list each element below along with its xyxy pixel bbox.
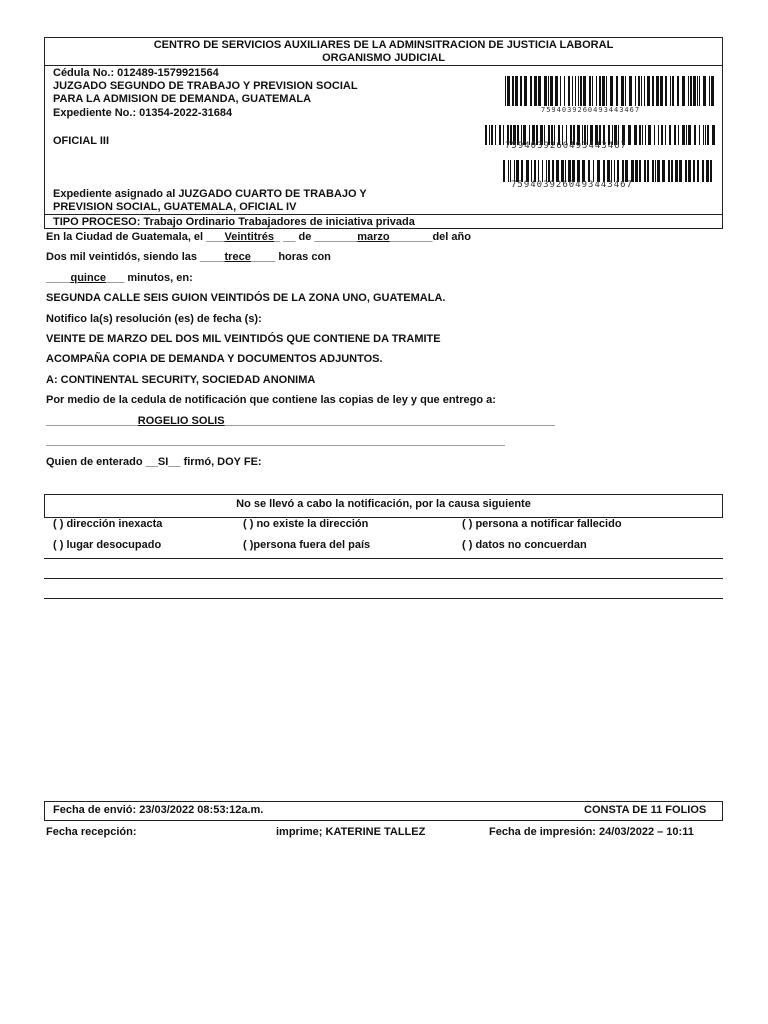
- fecha-recepcion: Fecha recepción:: [46, 826, 137, 838]
- expediente-number: Expediente No.: 01354-2022-31684: [53, 107, 233, 119]
- destinatario: A: CONTINENTAL SECURITY, SOCIEDAD ANONIMA: [46, 374, 316, 386]
- rule-3: [44, 598, 723, 599]
- asignado-line-1: Expediente asignado al JUZGADO CUARTO DE TRABAJO Y: [53, 188, 367, 200]
- enterado-a: Quien de enterado __: [46, 456, 158, 468]
- line-fecha: [46, 230, 471, 244]
- opcion-no-existe-direccion[interactable]: ( ) no existe la dirección: [243, 518, 369, 530]
- barcode-3-number: 7594039260493443467: [511, 180, 633, 190]
- line-fecha-c: _______del año: [389, 231, 471, 243]
- blank-line: ___________________________________________________________________________: [46, 435, 505, 447]
- line-fecha-b: _ __ de _______: [274, 231, 358, 243]
- mes-value: marzo: [357, 231, 390, 243]
- header-title: CENTRO DE SERVICIOS AUXILIARES DE LA ADMINSITRACION DE JUSTICIA LABORAL: [153, 39, 614, 51]
- fecha-impresion: Fecha de impresión: 24/03/2022 – 10:11: [489, 826, 694, 838]
- rule-1: [44, 558, 723, 559]
- folios: CONSTA DE 11 FOLIOS: [584, 804, 707, 816]
- oficial-label: OFICIAL III: [53, 135, 110, 147]
- acompana: ACOMPAÑA COPIA DE DEMANDA Y DOCUMENTOS ADJUNTOS.: [46, 353, 383, 365]
- line-hora-b: ____ horas con: [250, 251, 331, 263]
- cedula-number: Cédula No.: 012489-1579921564: [53, 67, 219, 79]
- receptor-post: ______________________________________________________: [224, 415, 555, 427]
- asignado-line-2: PREVISION SOCIAL, GUATEMALA, OFICIAL IV: [53, 201, 297, 213]
- barcode-3-icon: [503, 160, 715, 182]
- enterado-b: __ firmó, DOY FE:: [168, 456, 262, 468]
- line-hora-a: Dos mil veintidós, siendo las ____: [46, 251, 225, 263]
- line-minutos-b: ___ minutos, en:: [105, 272, 193, 284]
- receptor-pre: _______________: [46, 415, 138, 427]
- barcode-3: [503, 160, 715, 190]
- opcion-persona-fallecida[interactable]: ( ) persona a notificar fallecido: [462, 518, 622, 530]
- notifico-label: Notifico la(s) resolución (es) de fecha (s):: [46, 313, 262, 325]
- minutos-value: quince: [70, 272, 106, 284]
- header-subtitle: ORGANISMO JUDICIAL: [322, 52, 445, 64]
- barcode-1-icon: [505, 76, 715, 106]
- dia-value: Veintitrés: [224, 231, 275, 243]
- barcode-2: [485, 125, 715, 151]
- por-medio: Por medio de la cedula de notificación que contiene las copias de ley y que entrego a:: [46, 394, 496, 406]
- opcion-lugar-desocupado[interactable]: ( ) lugar desocupado: [53, 539, 162, 551]
- fecha-resolucion: VEINTE DE MARZO DEL DOS MIL VEINTIDÓS QUE CONTIENE DA TRAMITE: [46, 333, 441, 345]
- no-notificacion-title: No se llevó a cabo la notificación, por la causa siguiente: [236, 498, 531, 510]
- line-minutos-a: ____: [46, 272, 71, 284]
- receptor-line: [46, 414, 555, 428]
- juzgado-line-1: JUZGADO SEGUNDO DE TRABAJO Y PREVISION SOCIAL: [53, 80, 358, 92]
- tipo-proceso: TIPO PROCESO: Trabajo Ordinario Trabajadores de iniciativa privada: [53, 216, 415, 228]
- opcion-datos-no-concuerdan[interactable]: ( ) datos no concuerdan: [462, 539, 587, 551]
- opcion-fuera-del-pais[interactable]: ( )persona fuera del país: [243, 539, 371, 551]
- enterado-line: [46, 455, 262, 469]
- hora-value: trece: [224, 251, 251, 263]
- imprime: imprime; KATERINE TALLEZ: [276, 826, 426, 838]
- line-fecha-a: En la Ciudad de Guatemala, el ___: [46, 231, 225, 243]
- fecha-envio: Fecha de envió: 23/03/2022 08:53:12a.m.: [53, 804, 264, 816]
- opcion-direccion-inexacta[interactable]: ( ) dirección inexacta: [53, 518, 163, 530]
- line-hora: [46, 250, 331, 264]
- line-minutos: [46, 271, 193, 285]
- enterado-si: SI: [157, 456, 169, 468]
- juzgado-line-2: PARA LA ADMISION DE DEMANDA, GUATEMALA: [53, 93, 312, 105]
- barcode-2-number: 7594039260493443467: [505, 141, 627, 151]
- direccion: SEGUNDA CALLE SEIS GUION VEINTIDÓS DE LA ZONA UNO, GUATEMALA.: [46, 292, 446, 304]
- receptor-name: ROGELIO SOLIS: [137, 415, 225, 427]
- barcode-1-number: 7594039260493443467: [541, 106, 641, 114]
- barcode-1: [505, 76, 715, 114]
- rule-2: [44, 578, 723, 579]
